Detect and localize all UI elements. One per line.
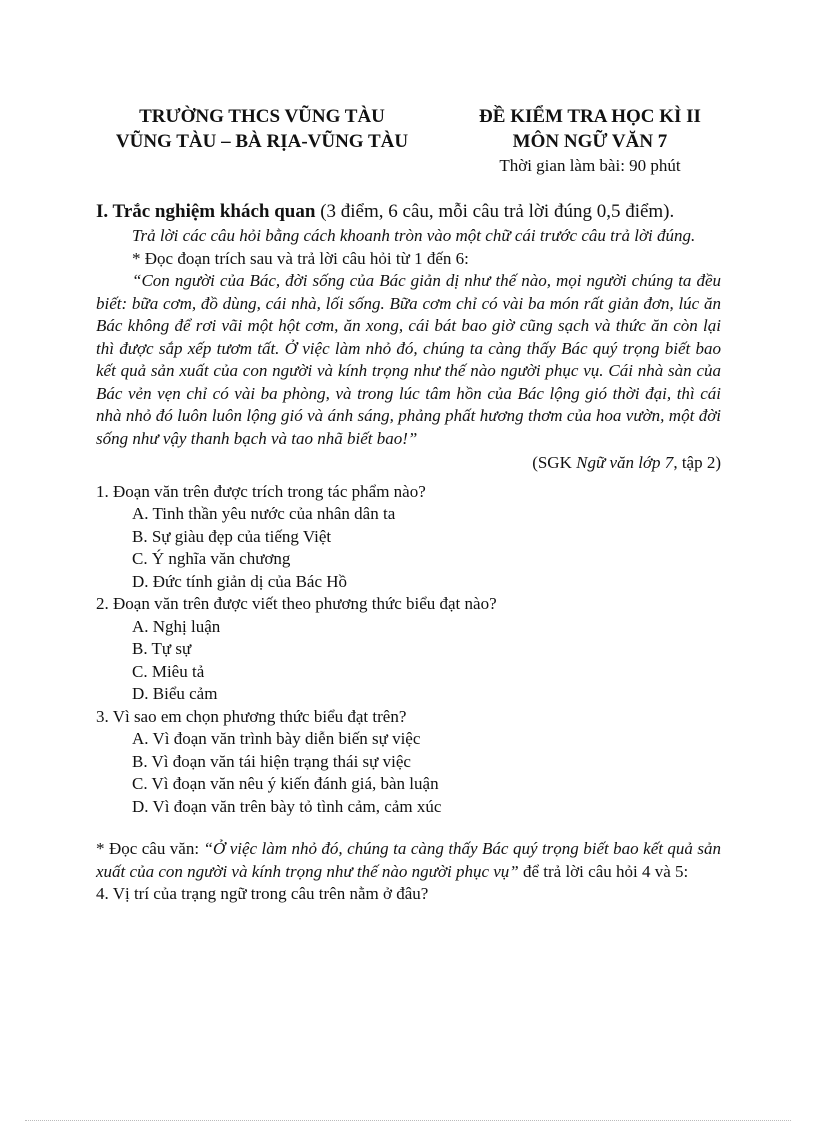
option-a[interactable]: A. Tinh thần yêu nước của nhân dân ta [132,504,396,523]
question-text: 1. Đoạn văn trên được trích trong tác phẩm nào? [96,481,426,501]
page-bottom-border [25,1120,791,1122]
options-list [132,503,721,593]
exam-title: ĐỀ KIỂM TRA HỌC KÌ II [479,106,701,127]
source-suffix: , tập 2) [673,453,721,472]
sentence-quote: “Ở việc làm nhỏ đó, chúng ta càng thấy Bác quý trọng biết bao kết quả sản xuất của con người và kính trọng như thế nào người phục vụ” [96,839,721,881]
section-title [96,200,721,223]
question-text: 3. Vì sao em chọn phương thức biểu đạt trên? [96,706,407,726]
option-b[interactable]: B. Vì đoạn văn tái hiện trạng thái sự việc [132,751,411,771]
question-block-1 [96,481,721,594]
spacer [96,818,721,838]
section-title-bold: I. Trắc nghiệm khách quan [96,201,316,222]
school-location: VŨNG TÀU – BÀ RỊA-VŨNG TÀU [115,131,409,152]
question-block-2 [96,593,721,706]
passage-text: “Con người của Bác, đời sống của Bác giản dị như thế nào, mọi người chúng ta đều biết: bữa cơm, đồ dùng, cái nhà, lối sống. Bữa cơm chỉ có vài ba món rất giản đơn, lúc ăn Bác không để rơi vãi một hột cơm, ăn xong, cái bát bao giờ cũng sạch và thức ăn còn lại thì được sắp xếp tươm tất. Ở việc làm nhỏ đó, chúng ta càng thấy Bác quý trọng biết bao kết quả sản xuất của con người và kính trọng như thế nào người phục vụ. Cái nhà sàn của Bác vẻn vẹn chỉ có vài ba phòng, và trong lúc tâm hồn của Bác lộng gió thời đại, thì cái nhà nhỏ đó luôn luôn lộng gió và ánh sáng, phảng phất hương thơm của hoa vườn, một đời sống như vậy thanh bạch và tao nhã biết bao!” [96,271,721,448]
options-list [132,616,721,706]
exam-time: Thời gian làm bài: 90 phút [499,156,681,175]
school-name: TRƯỜNG THCS VŨNG TÀU [139,106,385,127]
instruction-text: Trả lời các câu hỏi bằng cách khoanh tròn vào một chữ cái trước câu trả lời đúng. [132,226,696,245]
option-a[interactable]: A. Vì đoạn văn trình bày diễn biến sự việc [132,729,421,748]
option-c[interactable]: C. Ý nghĩa văn chương [132,549,291,568]
option-a[interactable]: A. Nghị luận [132,616,221,636]
option-b[interactable]: B. Sự giàu đẹp của tiếng Việt [132,526,332,546]
sentence-prefix: * Đọc câu văn: [96,839,204,858]
sentence-suffix: để trả lời câu hỏi 4 và 5: [518,861,689,881]
options-list [132,728,721,818]
source-book: Ngữ văn lớp 7 [576,453,674,472]
exam-content [96,200,721,906]
exam-subject: MÔN NGỮ VĂN 7 [512,131,668,152]
sentence-prompt [96,838,721,883]
read-prompt: * Đọc đoạn trích sau và trả lời câu hỏi từ 1 đến 6: [132,248,469,268]
option-b[interactable]: B. Tự sự [132,639,192,658]
source-prefix: (SGK [532,453,577,472]
passage-source [96,452,721,475]
question-text: 2. Đoạn văn trên được viết theo phương thức biểu đạt nào? [96,594,497,613]
option-d[interactable]: D. Vì đoạn văn trên bày tỏ tình cảm, cảm xúc [132,796,442,816]
question-block-3 [96,706,721,819]
option-c[interactable]: C. Miêu tả [132,661,205,681]
section-title-rest: (3 điểm, 6 câu, mỗi câu trả lời đúng 0,5 điểm). [315,201,675,222]
question-4-text: 4. Vị trí của trạng ngữ trong câu trên nằm ở đâu? [96,884,429,903]
option-d[interactable]: D. Đức tính giản dị của Bác Hồ [132,571,348,591]
option-d[interactable]: D. Biểu cảm [132,684,218,703]
option-c[interactable]: C. Vì đoạn văn nêu ý kiến đánh giá, bàn luận [132,774,439,793]
exam-header [455,104,725,178]
school-header [92,104,432,154]
